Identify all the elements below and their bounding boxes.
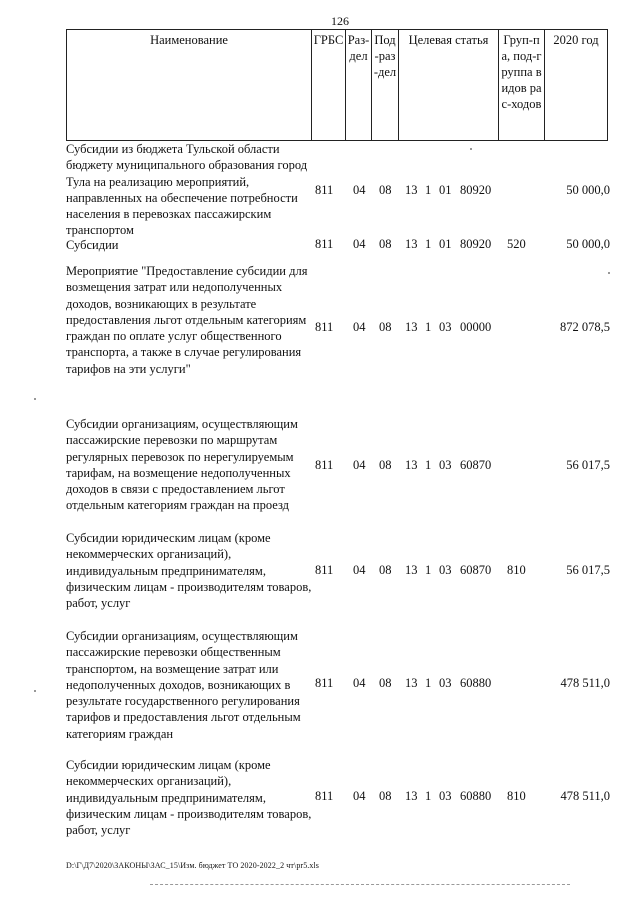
row-target-subprogram: 1 [425, 237, 432, 251]
row-target-event: 03 [439, 320, 452, 334]
row-podrazdel: 08 [379, 563, 392, 577]
row-podrazdel: 08 [379, 237, 392, 251]
row-target-event: 03 [439, 789, 452, 803]
row-target-subprogram: 1 [425, 458, 432, 472]
row-razdel: 04 [353, 183, 366, 197]
row-amount: 478 511,0 [560, 789, 610, 803]
row-target-direction: 60880 [460, 789, 492, 803]
row-grbs: 811 [315, 183, 334, 197]
scan-speck [34, 398, 36, 400]
row-razdel: 04 [353, 237, 366, 251]
row-expense-group: 520 [507, 237, 526, 251]
header-target-article: Целевая статья [399, 30, 499, 141]
row-podrazdel: 08 [379, 320, 392, 334]
row-podrazdel: 08 [379, 183, 392, 197]
row-target-direction: 60870 [460, 458, 492, 472]
row-target-subprogram: 1 [425, 183, 432, 197]
row-name: Субсидии [66, 238, 119, 252]
row-target-direction: 00000 [460, 320, 492, 334]
row-amount: 50 000,0 [566, 237, 610, 251]
row-target-direction: 80920 [460, 237, 492, 251]
row-razdel: 04 [353, 320, 366, 334]
row-grbs: 811 [315, 789, 334, 803]
row-target-subprogram: 1 [425, 676, 432, 690]
row-razdel: 04 [353, 563, 366, 577]
row-target-subprogram: 1 [425, 789, 432, 803]
row-target-program: 13 [405, 458, 418, 472]
row-name: Субсидии организациям, осуществляющим пассажирские перевозки общественным транспортом, на возмещение затрат или недополученных доходов, возникающих в результате государственного регулирования тарифов и предоставления льгот отдельным категориям граждан [66, 629, 301, 741]
table-header [66, 29, 608, 141]
row-name: Субсидии юридическим лицам (кроме некоммерческих организаций), индивидуальным предпринимателям, физическим лицам - производителям товаров, работ, услуг [66, 758, 312, 838]
scan-speck [608, 272, 610, 274]
row-amount: 50 000,0 [566, 183, 610, 197]
header-grbs: ГРБС [312, 30, 346, 141]
row-grbs: 811 [315, 320, 334, 334]
header-expense-group: Груп-па, под-группа видов рас-ходов [499, 30, 545, 141]
row-expense-group: 810 [507, 789, 526, 803]
row-amount: 56 017,5 [566, 458, 610, 472]
row-grbs: 811 [315, 676, 334, 690]
row-expense-group: 810 [507, 563, 526, 577]
row-target-direction: 80920 [460, 183, 492, 197]
row-target-direction: 60880 [460, 676, 492, 690]
row-target-program: 13 [405, 237, 418, 251]
row-target-program: 13 [405, 183, 418, 197]
row-target-event: 03 [439, 458, 452, 472]
row-target-program: 13 [405, 676, 418, 690]
row-grbs: 811 [315, 563, 334, 577]
scan-speck [34, 690, 36, 692]
row-name: Субсидии юридическим лицам (кроме некоммерческих организаций), индивидуальным предпринимателям, физическим лицам - производителям товаров, работ, услуг [66, 531, 312, 611]
row-podrazdel: 08 [379, 458, 392, 472]
row-podrazdel: 08 [379, 676, 392, 690]
row-target-event: 01 [439, 183, 452, 197]
row-amount: 478 511,0 [560, 676, 610, 690]
row-name: Субсидии из бюджета Тульской области бюджету муниципального образования город Тула на реализацию мероприятий, направленных на обеспечение потребности населения в перевозках пассажирским транспортом [66, 142, 308, 238]
row-name: Субсидии организациям, осуществляющим пассажирские перевозки по маршрутам регулярных перевозок по нерегулируемым тарифам, на возмещение недополученных доходов в связи с предоставлением льгот отдельным категориям граждан на проезд [66, 417, 298, 513]
row-target-subprogram: 1 [425, 320, 432, 334]
header-year-2020: 2020 год [545, 30, 608, 141]
row-target-direction: 60870 [460, 563, 492, 577]
row-razdel: 04 [353, 789, 366, 803]
row-amount: 872 078,5 [560, 320, 610, 334]
row-razdel: 04 [353, 676, 366, 690]
row-grbs: 811 [315, 458, 334, 472]
row-target-program: 13 [405, 789, 418, 803]
scan-artifact-line [150, 884, 570, 885]
header-razdel: Раз-дел [346, 30, 372, 141]
row-name: Мероприятие "Предоставление субсидии для возмещения затрат или недополученных доходов, возникающих в результате предоставления льгот отдельным категориям граждан по оплате услуг общественного транспорта, а также в случае регулирования тарифов на эти услуги" [66, 264, 308, 376]
file-path-footer: D:\Г\Д7\2020\ЗАКОНЫ\ЗАС_15\Изм. бюджет ТО 2020-2022_2 чт\pr5.xls [66, 861, 320, 870]
header-podrazdel: Под-раз-дел [372, 30, 399, 141]
row-podrazdel: 08 [379, 789, 392, 803]
row-grbs: 811 [315, 237, 334, 251]
header-name: Наименование [67, 30, 312, 141]
row-razdel: 04 [353, 458, 366, 472]
row-target-program: 13 [405, 563, 418, 577]
row-target-event: 01 [439, 237, 452, 251]
row-target-subprogram: 1 [425, 563, 432, 577]
row-target-program: 13 [405, 320, 418, 334]
page-number: 126 [331, 14, 349, 28]
row-amount: 56 017,5 [566, 563, 610, 577]
scan-speck [470, 148, 472, 150]
row-target-event: 03 [439, 563, 452, 577]
row-target-event: 03 [439, 676, 452, 690]
